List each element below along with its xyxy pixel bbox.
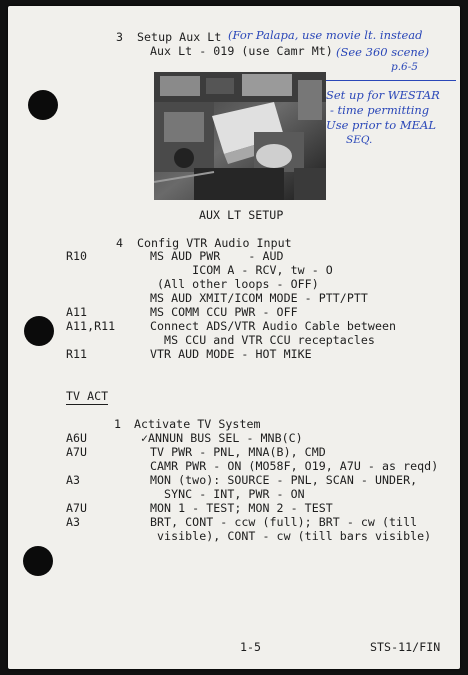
- location-code: A3: [66, 515, 81, 529]
- aux-light-photo: [154, 72, 326, 200]
- procedure-line: (All other loops - OFF): [150, 277, 319, 291]
- location-code: A7U: [66, 501, 88, 515]
- document-id: STS-11/FIN: [370, 640, 441, 654]
- section-heading: TV ACT: [66, 389, 109, 403]
- procedure-line: VTR AUD MODE - HOT MIKE: [150, 347, 312, 361]
- page-number: 1-5: [240, 640, 262, 654]
- location-code: R11: [66, 347, 88, 361]
- handwritten-note: - time permitting: [330, 103, 430, 117]
- procedure-line: MS AUD XMIT/ICOM MODE - PTT/PTT: [150, 291, 368, 305]
- handwritten-note: (See 360 scene): [336, 45, 430, 59]
- procedure-line: MON (two): SOURCE - PNL, SCAN - UNDER,: [150, 473, 418, 487]
- binder-hole: [28, 90, 58, 120]
- handwritten-note: p.6-5: [391, 61, 418, 73]
- step3-title: Setup Aux Lt: [137, 30, 222, 44]
- procedure-line: visible), CONT - cw (till bars visible): [150, 529, 432, 543]
- handwritten-note: SEQ.: [346, 134, 373, 146]
- procedure-line: TV PWR - PNL, MNA(B), CMD: [150, 445, 326, 459]
- procedure-line: MS AUD PWR - AUD: [150, 249, 284, 263]
- handwritten-line: [320, 80, 456, 81]
- step3-number: 3: [116, 30, 124, 44]
- procedure-line: MON 1 - TEST; MON 2 - TEST: [150, 501, 333, 515]
- binder-hole: [23, 546, 53, 576]
- procedure-line: MS COMM CCU PWR - OFF: [150, 305, 298, 319]
- step4-title: Config VTR Audio Input: [137, 236, 292, 250]
- procedure-line: SYNC - INT, PWR - ON: [150, 487, 305, 501]
- location-code: A11,R11: [66, 319, 116, 333]
- location-code: A3: [66, 473, 81, 487]
- location-code: A6U: [66, 431, 88, 445]
- location-code: A7U: [66, 445, 88, 459]
- procedure-line: MS CCU and VTR CCU receptacles: [150, 333, 375, 347]
- checklist-page: [8, 6, 460, 669]
- procedure-line: CAMR PWR - ON (MO58F, O19, A7U - as reqd): [150, 459, 439, 473]
- handwritten-note: Use prior to MEAL: [326, 118, 436, 132]
- step3-line2: Aux Lt - 019 (use Camr Mt): [150, 44, 333, 58]
- binder-hole: [24, 316, 54, 346]
- location-code: A11: [66, 305, 88, 319]
- step1-title: Activate TV System: [134, 417, 261, 431]
- photo-caption: AUX LT SETUP: [199, 208, 284, 222]
- procedure-line: ICOM A - RCV, tw - O: [150, 263, 333, 277]
- handwritten-note: (For Palapa, use movie lt. instead: [228, 28, 423, 42]
- procedure-line: BRT, CONT - ccw (full); BRT - cw (till: [150, 515, 418, 529]
- location-code: R10: [66, 249, 88, 263]
- handwritten-note: Set up for WESTAR: [326, 88, 440, 102]
- step4-number: 4: [116, 236, 124, 250]
- procedure-line: ✓ANNUN BUS SEL - MNB(C): [141, 431, 303, 445]
- step1-number: 1: [114, 417, 122, 431]
- procedure-line: Connect ADS/VTR Audio Cable between: [150, 319, 397, 333]
